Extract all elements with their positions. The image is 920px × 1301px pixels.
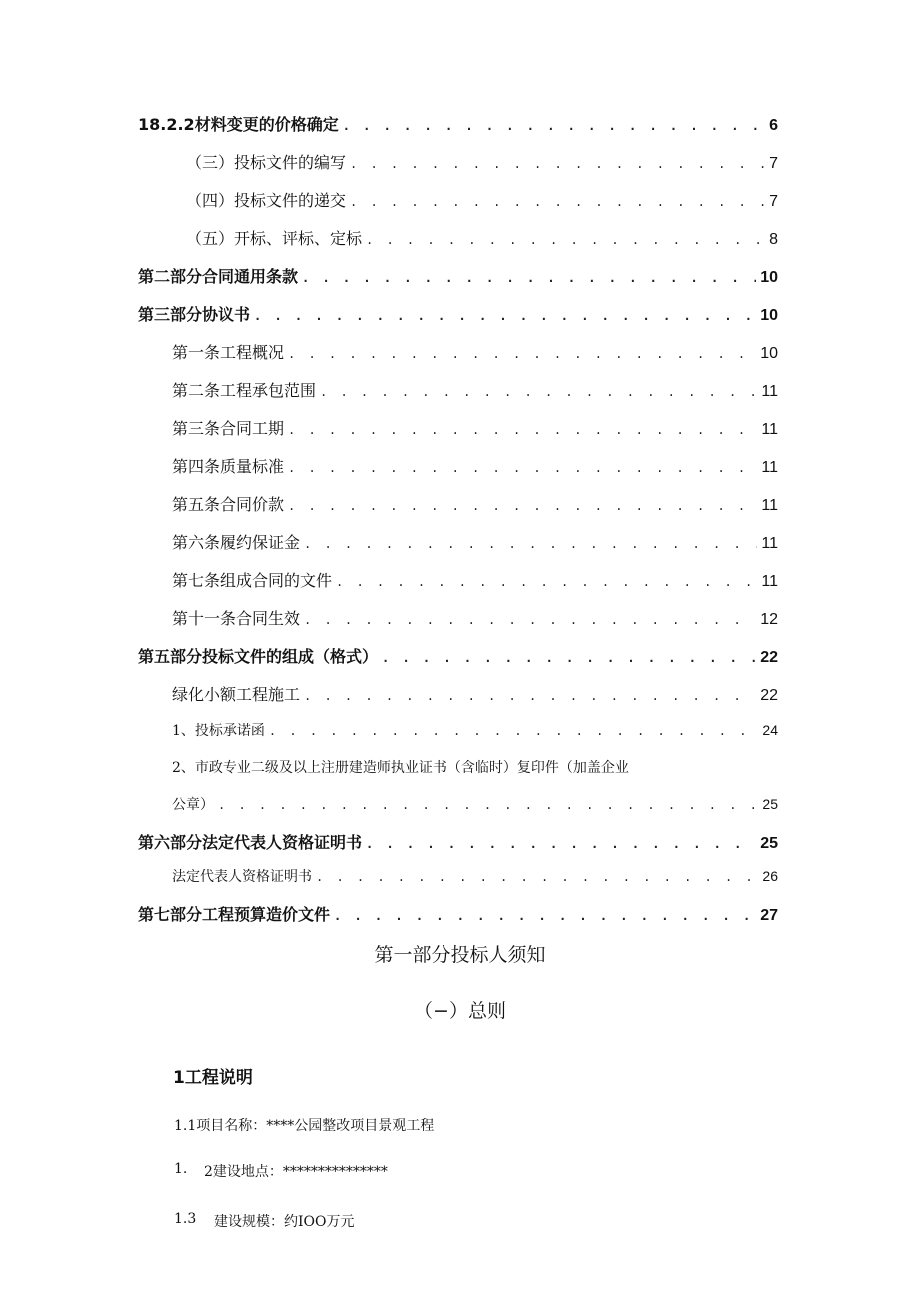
toc-entry[interactable]	[172, 378, 778, 401]
toc-leader-dots	[350, 195, 765, 209]
toc-entry-title: 第六部分法定代表人资格证明书	[138, 833, 363, 852]
toc-entry-title: （三）投标文件的编写	[186, 153, 347, 172]
toc-entry-page: 7	[769, 193, 778, 210]
toc-entry[interactable]	[172, 416, 778, 439]
heading-engineering-description: 1工程说明	[173, 1068, 253, 1088]
toc-leader-dots	[288, 461, 757, 475]
toc-leader-dots	[304, 613, 756, 627]
toc-entry-page: 26	[762, 868, 778, 884]
toc-entry-title: 绿化小额工程施工	[172, 685, 301, 704]
toc-leader-dots	[288, 347, 756, 361]
toc-entry-page: 10	[760, 307, 778, 324]
toc-entry-page: 22	[760, 687, 778, 704]
toc-leader-dots	[302, 271, 756, 285]
toc-leader-dots	[218, 798, 758, 812]
toc-entry-title: 第十一条合同生效	[172, 609, 301, 628]
toc-leader-dots	[254, 309, 756, 323]
toc-leader-dots	[304, 689, 756, 703]
toc-entry[interactable]	[172, 866, 778, 886]
toc-entry-page: 6	[769, 117, 778, 134]
toc-entry-page: 11	[761, 459, 778, 476]
toc-entry[interactable]	[138, 902, 778, 925]
toc-entry-title: （五）开标、评标、定标	[186, 229, 363, 248]
toc-entry-title: 第二条工程承包范围	[172, 381, 317, 400]
toc-entry-title: （四）投标文件的递交	[186, 191, 347, 210]
toc-entry[interactable]	[138, 112, 778, 135]
toc-entry-title: 第七部分工程预算造价文件	[138, 905, 331, 924]
toc-entry[interactable]	[172, 568, 778, 591]
toc-entry[interactable]	[172, 720, 778, 740]
toc-entry[interactable]	[172, 454, 778, 477]
toc-entry-page: 11	[761, 497, 778, 514]
item-project-name: 1.1项目名称：****公园整改项目景观工程	[174, 1118, 435, 1134]
toc-entry[interactable]	[186, 226, 778, 249]
item-location-number: 1.	[174, 1161, 188, 1177]
toc-entry-title: 第一条工程概况	[172, 343, 285, 362]
toc-leader-dots	[382, 651, 756, 665]
toc-entry-page: 10	[760, 269, 778, 286]
toc-entry[interactable]	[186, 188, 778, 211]
toc-entry-page: 10	[760, 345, 778, 362]
toc-entry-title: 1、投标承诺函	[172, 723, 265, 739]
section-title: （−）总则	[414, 1000, 506, 1022]
toc-entry-title: 第四条质量标准	[172, 457, 285, 476]
toc-entry[interactable]	[172, 530, 778, 553]
toc-entry[interactable]	[138, 644, 778, 667]
toc-entry-title: 公章）	[172, 797, 214, 813]
toc-entry[interactable]	[138, 264, 778, 287]
part-title: 第一部分投标人须知	[374, 944, 546, 966]
toc-entry-page: 25	[760, 835, 778, 852]
toc-leader-dots	[288, 423, 757, 437]
toc-entry[interactable]	[186, 150, 778, 173]
toc-leader-dots	[316, 870, 758, 884]
toc-entry[interactable]	[172, 682, 778, 705]
toc-entry-title: 18.2.2材料变更的价格确定	[138, 115, 339, 134]
toc-leader-dots	[334, 909, 756, 923]
toc-entry[interactable]	[172, 606, 778, 629]
toc-leader-dots	[288, 499, 757, 513]
toc-leader-dots	[269, 724, 759, 738]
toc-entry-title: 2、市政专业二级及以上注册建造师执业证书（含临时）复印件（加盖企业	[172, 760, 629, 776]
toc-leader-dots	[366, 233, 765, 247]
toc-entry-page: 11	[761, 383, 778, 400]
toc-entry-page: 25	[762, 796, 778, 812]
toc-entry-page: 22	[760, 649, 778, 666]
toc-entry-title: 法定代表人资格证明书	[172, 869, 312, 885]
toc-leader-dots	[304, 537, 757, 551]
item-scale-number: 1.3	[174, 1211, 197, 1227]
toc-entry-page: 7	[769, 155, 778, 172]
toc-entry-page: 24	[762, 722, 778, 738]
toc-entry[interactable]	[172, 757, 629, 777]
toc-entry[interactable]	[138, 830, 778, 853]
toc-entry-title: 第五条合同价款	[172, 495, 285, 514]
toc-entry[interactable]	[138, 302, 778, 325]
toc-entry-page: 11	[761, 573, 778, 590]
toc-leader-dots	[343, 119, 765, 133]
toc-entry-title: 第二部分合同通用条款	[138, 267, 299, 286]
toc-entry-title: 第七条组成合同的文件	[172, 571, 333, 590]
toc-entry[interactable]	[172, 340, 778, 363]
toc-entry-title: 第三条合同工期	[172, 419, 285, 438]
toc-entry-title: 第三部分协议书	[138, 305, 251, 324]
toc-entry[interactable]	[172, 794, 778, 814]
toc-entry-page: 8	[769, 231, 778, 248]
toc-entry[interactable]	[172, 492, 778, 515]
toc-entry-page: 11	[761, 421, 778, 438]
item-location: 2建设地点：***************	[204, 1164, 388, 1180]
toc-entry-title: 第五部分投标文件的组成（格式）	[138, 647, 379, 666]
item-scale: 建设规模：约IOO万元	[214, 1214, 355, 1230]
toc-entry-page: 11	[761, 535, 778, 552]
toc-entry-page: 12	[760, 611, 778, 628]
toc-leader-dots	[366, 837, 756, 851]
toc-leader-dots	[350, 157, 765, 171]
toc-entry-page: 27	[760, 907, 778, 924]
toc-leader-dots	[336, 575, 757, 589]
toc-entry-title: 第六条履约保证金	[172, 533, 301, 552]
toc-leader-dots	[320, 385, 757, 399]
